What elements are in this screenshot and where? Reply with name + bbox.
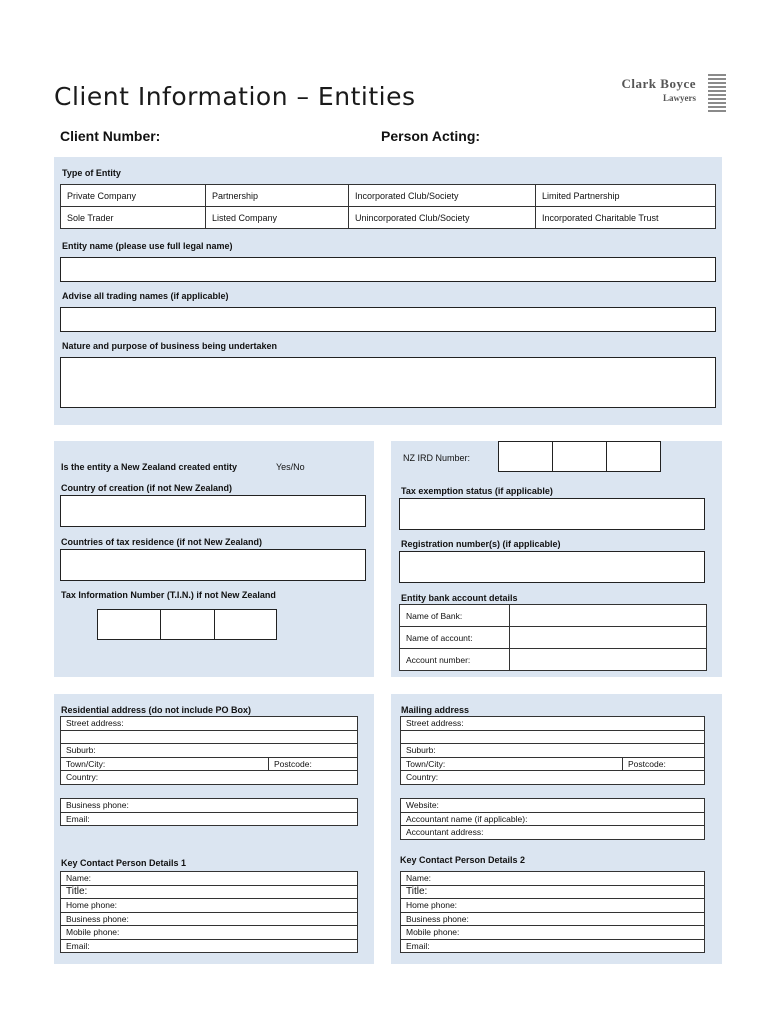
yes-no-option[interactable]: Yes/No: [276, 462, 305, 472]
mail-country-field[interactable]: Country:: [401, 771, 705, 785]
tin-field: [97, 609, 276, 640]
entity-type-sole-trader[interactable]: Sole Trader: [61, 207, 206, 229]
c1-email-field[interactable]: Email:: [61, 939, 358, 953]
website-field[interactable]: Website:: [401, 799, 705, 813]
registration-field[interactable]: [399, 551, 705, 583]
mailing-address-label: Mailing address: [401, 705, 470, 715]
c1-title-field[interactable]: Title:: [61, 885, 358, 899]
entity-type-listed-company[interactable]: Listed Company: [206, 207, 349, 229]
bank-table: [399, 604, 707, 671]
ird-cell-2[interactable]: [552, 441, 607, 472]
residential-address-block: [60, 716, 358, 785]
person-acting-label: Person Acting:: [381, 128, 481, 144]
tax-residence-field[interactable]: [60, 549, 366, 581]
ird-cell-3[interactable]: [606, 441, 661, 472]
business-email-field[interactable]: Email:: [61, 812, 358, 826]
mail-postcode-field[interactable]: Postcode:: [623, 757, 705, 771]
c2-title-field[interactable]: Title:: [401, 885, 705, 899]
exemption-field[interactable]: [399, 498, 705, 530]
entity-type-table: [60, 184, 716, 229]
mail-street-line2-field[interactable]: [401, 730, 705, 744]
c2-mobile-phone-field[interactable]: Mobile phone:: [401, 926, 705, 940]
c2-home-phone-field[interactable]: Home phone:: [401, 899, 705, 913]
nature-field[interactable]: [60, 357, 716, 408]
c1-name-field[interactable]: Name:: [61, 872, 358, 886]
contact2-label: Key Contact Person Details 2: [400, 855, 526, 865]
trading-names-label: Advise all trading names (if applicable): [62, 291, 229, 301]
mail-street-field[interactable]: Street address:: [401, 717, 705, 731]
nz-created-label: Is the entity a New Zealand created entity: [61, 462, 238, 472]
country-creation-label: Country of creation (if not New Zealand): [61, 483, 233, 493]
accountant-address-field[interactable]: Accountant address:: [401, 826, 705, 840]
contact2-block: [400, 871, 705, 953]
c2-business-phone-field[interactable]: Business phone:: [401, 912, 705, 926]
mail-town-field[interactable]: Town/City:: [401, 757, 623, 771]
tin-cell-2[interactable]: [160, 609, 215, 640]
account-name-field[interactable]: [510, 627, 707, 649]
entity-type-limited-partnership[interactable]: Limited Partnership: [536, 185, 716, 207]
c2-email-field[interactable]: Email:: [401, 939, 705, 953]
business-phone-field[interactable]: Business phone:: [61, 799, 358, 813]
mail-suburb-field[interactable]: Suburb:: [401, 744, 705, 758]
logo-name: Clark Boyce: [621, 76, 696, 91]
company-logo: [596, 76, 696, 103]
entity-type-private-company[interactable]: Private Company: [61, 185, 206, 207]
entity-name-field[interactable]: [60, 257, 716, 282]
res-country-field[interactable]: Country:: [61, 771, 358, 785]
res-street-line2-field[interactable]: [61, 730, 358, 744]
tin-cell-3[interactable]: [214, 609, 277, 640]
entity-name-label: Entity name (please use full legal name): [62, 241, 233, 251]
business-contact-block: [60, 798, 358, 826]
entity-type-unincorporated-club[interactable]: Unincorporated Club/Society: [349, 207, 536, 229]
tin-cell-1[interactable]: [97, 609, 161, 640]
contact1-block: [60, 871, 358, 953]
registration-label: Registration number(s) (if applicable): [401, 539, 561, 549]
accountant-name-field[interactable]: Accountant name (if applicable):: [401, 812, 705, 826]
account-number-label: Account number:: [400, 649, 510, 671]
website-accountant-block: [400, 798, 705, 840]
page-title: Client Information – Entities: [54, 82, 416, 111]
c1-mobile-phone-field[interactable]: Mobile phone:: [61, 926, 358, 940]
res-postcode-field[interactable]: Postcode:: [269, 757, 358, 771]
entity-type-charitable-trust[interactable]: Incorporated Charitable Trust: [536, 207, 716, 229]
contact1-label: Key Contact Person Details 1: [61, 858, 187, 868]
res-town-field[interactable]: Town/City:: [61, 757, 269, 771]
c1-home-phone-field[interactable]: Home phone:: [61, 899, 358, 913]
entity-type-incorporated-club[interactable]: Incorporated Club/Society: [349, 185, 536, 207]
tax-residence-label: Countries of tax residence (if not New Zealand): [61, 537, 263, 547]
logo-subtitle: Lawyers: [663, 93, 696, 103]
ird-field: [498, 441, 660, 472]
c1-business-phone-field[interactable]: Business phone:: [61, 912, 358, 926]
type-of-entity-label: Type of Entity: [62, 168, 121, 178]
bank-label: Entity bank account details: [401, 593, 518, 603]
bank-name-field[interactable]: [510, 605, 707, 627]
exemption-label: Tax exemption status (if applicable): [401, 486, 553, 496]
entity-type-partnership[interactable]: Partnership: [206, 185, 349, 207]
account-name-label: Name of account:: [400, 627, 510, 649]
account-number-field[interactable]: [510, 649, 707, 671]
res-street-field[interactable]: Street address:: [61, 717, 358, 731]
bank-name-label: Name of Bank:: [400, 605, 510, 627]
nature-label: Nature and purpose of business being undertaken: [62, 341, 278, 351]
res-suburb-field[interactable]: Suburb:: [61, 744, 358, 758]
mailing-address-block: [400, 716, 705, 785]
client-number-label: Client Number:: [60, 128, 161, 144]
country-creation-field[interactable]: [60, 495, 366, 527]
residential-address-label: Residential address (do not include PO Box): [61, 705, 252, 715]
c2-name-field[interactable]: Name:: [401, 872, 705, 886]
ird-cell-1[interactable]: [498, 441, 553, 472]
tin-label: Tax Information Number (T.I.N.) if not New Zealand: [61, 590, 276, 600]
ird-label: NZ IRD Number:: [403, 453, 471, 463]
logo-bars-icon: [708, 74, 726, 114]
trading-names-field[interactable]: [60, 307, 716, 332]
